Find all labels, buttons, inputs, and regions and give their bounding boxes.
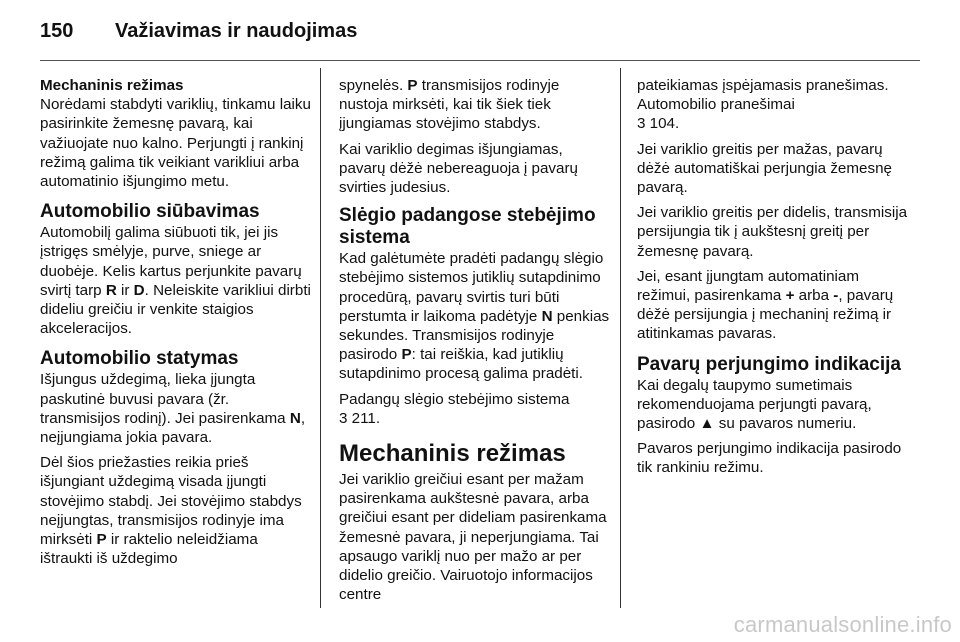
text: Jei variklio greitis per mažas, pavarų dėžė automatiškai perjungia žemesnę pavarą. [637, 140, 892, 197]
section-heading-parking: Automobilio statymas [40, 348, 239, 370]
text: Automobilį galima siūbuoti tik, jei jis įstrigęs smėlyje, purve, sniege ar duobėje. Kelis kartus perjunkite pavarų svirtį tarp [40, 224, 302, 299]
gear-symbol-n: N [541, 307, 553, 325]
page-reference-link[interactable]: 3 211. [339, 409, 381, 427]
text: ir raktelio neleidžiama ištraukti iš uždegimo [40, 531, 258, 568]
gear-symbol-d: D [133, 281, 145, 299]
text: Kai variklio degimas išjungiamas, pavarų dėžė nebereaguoja į pavarų svirties judesius. [339, 140, 578, 197]
paragraph [40, 453, 312, 568]
minus-symbol: - [833, 287, 839, 305]
text: transmisijos rodinyje nustoja mirksėti, kai tik šiek tiek įjungiamas stovėjimo stabdys. [339, 77, 560, 133]
paragraph [339, 249, 611, 383]
paragraph [339, 140, 611, 198]
column-3 [637, 76, 909, 484]
paragraph [637, 376, 909, 434]
section-heading-manual-mode-large: Mechaninis režimas [339, 440, 566, 468]
text: ir [116, 281, 134, 299]
text: Dėl šios priežasties reikia prieš išjungiant uždegimą visada įjungti stovėjimo stabdį. Jei stovėjimo stabdys neįjungtas, transmisijos rodinyje ima mirksėti [40, 454, 302, 549]
text: Jei variklio greičiui esant per mažam pasirenkama aukštesnė pavara, arba greičiui esant per dideliam pasirenkama žemesnė pavara, ji neperjungiama. Tai apsaugo variklį nuo per mažo ar per didelio greičio. Vairuotojo informacijos centre [339, 471, 607, 604]
gear-symbol-n: N [289, 409, 301, 427]
text: , pavarų dėžė persijungia į mechaninį režimą ir atitinkamas pavaras. [637, 287, 894, 343]
paragraph [339, 76, 611, 134]
text: Kai degalų taupymo sumetimais rekomenduojama perjungti pavarą, pasirodo [637, 376, 872, 433]
page-reference-link[interactable]: 3 104. [637, 115, 680, 133]
text: . Neleiskite varikliui dirbti dideliu greičiu ir venkite staigios akceleracijos. [40, 281, 311, 338]
text: Padangų slėgio stebėjimo sistema [339, 390, 570, 408]
watermark: carmanualsonline.info [733, 612, 952, 637]
section-heading-rocking: Automobilio siūbavimas [40, 201, 260, 223]
gear-symbol-p: P [401, 346, 412, 364]
paragraph [40, 223, 312, 338]
gear-symbol-r: R [105, 281, 117, 299]
section-heading-manual-mode: Mechaninis režimas [40, 77, 184, 94]
column-divider [320, 68, 321, 608]
header-rule [40, 60, 920, 61]
paragraph [637, 140, 909, 198]
section-heading-tyre-pressure: Slėgio padangose stebėjimo sistema [339, 205, 596, 249]
paragraph [339, 470, 611, 604]
text: penkias sekundes. Transmisijos rodinyje pasirodo [339, 307, 610, 364]
text: , neįjungiama jokia pavara. [40, 409, 306, 447]
page-number: 150 [40, 20, 74, 42]
paragraph [637, 439, 909, 477]
paragraph [339, 390, 611, 428]
paragraph [40, 95, 312, 191]
paragraph [637, 203, 909, 261]
text: spynelės. [339, 77, 408, 94]
text: Norėdami stabdyti variklių, tinkamu laiku pasirinkite žemesnę pavarą, kai važiuojate nuo kalno. Perjungti į rankinį režimą galima tik veikiant varikliui arba automatinio išjungimo metu. [40, 96, 311, 191]
page-header [40, 20, 920, 54]
page-title: Važiavimas ir naudojimas [115, 20, 358, 42]
text: Pavaros perjungimo indikacija pasirodo tik rankiniu režimu. [637, 440, 902, 477]
text: Kad galėtumėte pradėti padangų slėgio stebėjimo sistemos jutiklių sutapdinimo procedūrą, pavarų svirtis turi būti perstumta ir laikoma padėtyje [339, 250, 604, 325]
column-2 [339, 76, 611, 610]
triangle-up-icon: ▲ [699, 415, 715, 433]
text: Išjungus uždegimą, lieka įjungta paskutinė buvusi pavara (žr. transmisijos rodinį). Jei pasirenkama [40, 371, 290, 427]
text: su pavaros numeriu. [714, 415, 857, 433]
gear-symbol-p: P [407, 77, 418, 94]
column-1 [40, 76, 312, 574]
text: Jei, esant įjungtam automatiniam režimui, pasirenkama [637, 267, 860, 305]
text: : tai reiškia, kad jutiklių sutapdinimo procesą galima pradėti. [339, 346, 583, 383]
text: pateikiamas įspėjamasis pranešimas. Automobilio pranešimai [637, 77, 889, 114]
text: Jei variklio greitis per didelis, transmisija persijungia tik į aukštesnį greitį per žemesnę pavarą. [637, 204, 908, 260]
plus-symbol: + [785, 287, 795, 305]
column-divider [620, 68, 621, 608]
paragraph [637, 76, 909, 134]
paragraph [40, 370, 312, 447]
text: arba [794, 287, 834, 305]
section-heading-gear-indication: Pavarų perjungimo indikacija [637, 353, 901, 375]
paragraph [637, 267, 909, 344]
gear-symbol-p: P [96, 531, 107, 549]
